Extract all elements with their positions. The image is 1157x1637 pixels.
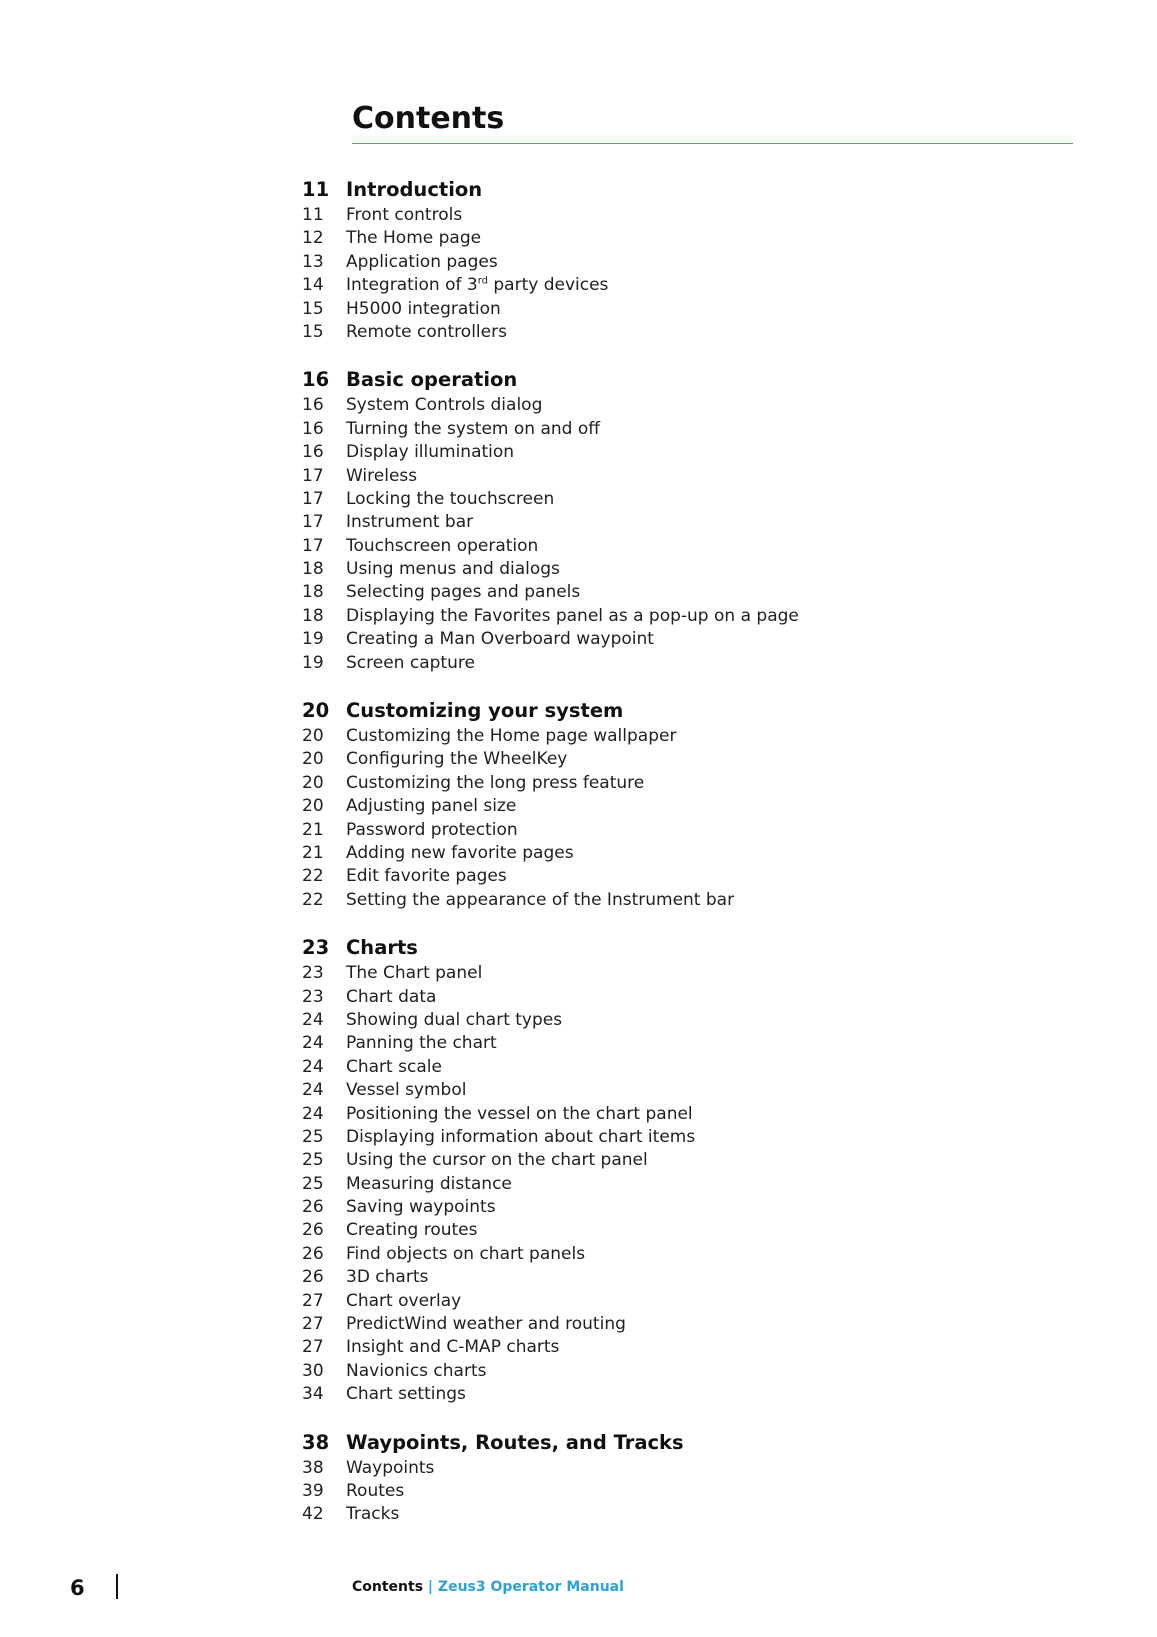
toc-entry[interactable]	[302, 1126, 1102, 1149]
toc-entry-text: Application pages	[346, 251, 498, 272]
toc-entry-page: 17	[302, 535, 324, 556]
toc-entry-title	[346, 1126, 695, 1149]
toc-entry-text: Tracks	[346, 1504, 400, 1525]
toc-entry-text: Turning the system on and off	[346, 418, 600, 439]
toc-entry-page: 16	[302, 442, 324, 463]
toc-entry-text: Displaying information about chart items	[346, 1126, 696, 1147]
toc-section-heading[interactable]	[302, 1429, 1102, 1457]
toc-section	[302, 176, 1102, 344]
toc-entry-title	[346, 558, 560, 581]
toc-entry-page: 14	[302, 275, 324, 296]
toc-entry[interactable]	[302, 204, 1102, 227]
toc-heading-page: 20	[302, 699, 330, 723]
toc-entry-text: Waypoints	[346, 1457, 435, 1478]
toc-entry-title	[346, 1103, 693, 1126]
toc-entry-text: Configuring the WheelKey	[346, 749, 568, 770]
toc-entry-text: Panning the chart	[346, 1033, 497, 1054]
toc-entry-page: 18	[302, 559, 324, 580]
toc-entry-title	[346, 1079, 466, 1102]
toc-entry-title	[346, 1313, 626, 1336]
toc-entry[interactable]	[302, 889, 1102, 912]
toc-entry-title	[346, 628, 654, 651]
toc-entry[interactable]	[302, 1149, 1102, 1172]
toc-entry-text: Touchscreen operation	[346, 535, 539, 556]
toc-entry-page: 15	[302, 321, 324, 342]
toc-entry-page: 20	[302, 726, 324, 747]
toc-entry-text: System Controls dialog	[346, 395, 543, 416]
toc-heading-page: 38	[302, 1430, 330, 1454]
toc-entry[interactable]	[302, 274, 1102, 297]
toc-entry-page: 26	[302, 1220, 324, 1241]
toc-entry[interactable]	[302, 1103, 1102, 1126]
toc-entry[interactable]	[302, 488, 1102, 511]
toc-entry-page: 23	[302, 963, 324, 984]
page-number-divider	[116, 1574, 118, 1599]
toc-entry-text: Adjusting panel size	[346, 796, 517, 817]
toc-entry-page: 24	[302, 1009, 324, 1030]
toc-entry-text: Displaying the Favorites panel as a pop-up on a page	[346, 605, 799, 626]
toc-heading-page: 23	[302, 936, 330, 960]
toc-entry[interactable]	[302, 1313, 1102, 1336]
page-number: 6	[70, 1576, 85, 1600]
toc-entry[interactable]	[302, 725, 1102, 748]
toc-entry-title	[346, 418, 600, 441]
toc-entry[interactable]	[302, 298, 1102, 321]
toc-section	[302, 366, 1102, 675]
toc-entry[interactable]	[302, 1032, 1102, 1055]
toc-entry-title	[346, 1383, 466, 1406]
running-footer	[352, 1579, 624, 1595]
toc-entry[interactable]	[302, 1219, 1102, 1242]
toc-entry[interactable]	[302, 581, 1102, 604]
toc-entry[interactable]	[302, 772, 1102, 795]
toc-entry[interactable]	[302, 1503, 1102, 1526]
toc-entry-page: 21	[302, 842, 324, 863]
toc-entry-page: 15	[302, 298, 324, 319]
toc-heading-page: 16	[302, 368, 330, 392]
toc-entry-page: 18	[302, 582, 324, 603]
toc-entry[interactable]	[302, 418, 1102, 441]
toc-entry-page: 25	[302, 1126, 324, 1147]
toc-entry-text: Navionics charts	[346, 1360, 487, 1381]
toc-entry-superscript: rd	[477, 275, 488, 287]
toc-entry[interactable]	[302, 321, 1102, 344]
toc-entry-title	[346, 535, 538, 558]
toc-entry-text: 3D charts	[346, 1267, 429, 1288]
toc-section	[302, 697, 1102, 912]
toc-entry-title	[346, 274, 608, 297]
toc-entry-page: 19	[302, 652, 324, 673]
toc-entry-page: 18	[302, 605, 324, 626]
toc-entry-page: 16	[302, 418, 324, 439]
toc-entry-page: 20	[302, 749, 324, 770]
toc-entry-text: Screen capture	[346, 652, 475, 673]
toc-entry-title	[346, 321, 507, 344]
title-rule	[352, 143, 1073, 144]
toc-heading-title: Charts	[346, 936, 418, 960]
toc-section-heading[interactable]	[302, 697, 1102, 725]
toc-entry-page: 12	[302, 228, 324, 249]
toc-entry-text: Remote controllers	[346, 321, 507, 342]
toc-entry-title	[346, 748, 567, 771]
toc-entry[interactable]	[302, 1336, 1102, 1359]
toc-entry-title	[346, 1480, 404, 1503]
page-title: Contents	[352, 101, 505, 136]
toc-entry-page: 13	[302, 251, 324, 272]
toc-entry-title	[346, 962, 482, 985]
toc-entry-page: 26	[302, 1243, 324, 1264]
toc-entry-page: 20	[302, 772, 324, 793]
toc-entry-page: 30	[302, 1360, 324, 1381]
toc-entry-text: Measuring distance	[346, 1173, 512, 1194]
toc-entry-title	[346, 772, 644, 795]
footer-manual-title: Zeus3 Operator Manual	[437, 1579, 624, 1595]
toc-entry-text: Adding new favorite pages	[346, 842, 574, 863]
toc-section	[302, 1429, 1102, 1527]
toc-entry-page: 19	[302, 629, 324, 650]
toc-entry-page: 22	[302, 889, 324, 910]
toc-entry-title	[346, 1173, 512, 1196]
toc-entry-title	[346, 1503, 399, 1526]
toc-entry-page: 17	[302, 465, 324, 486]
toc-entry-title	[346, 204, 462, 227]
toc-entry[interactable]	[302, 819, 1102, 842]
toc-section	[302, 934, 1102, 1406]
toc-entry-page: 27	[302, 1290, 324, 1311]
footer-section: Contents	[352, 1579, 424, 1595]
toc-entry-title	[346, 465, 417, 488]
toc-entry[interactable]	[302, 1056, 1102, 1079]
toc-entry-page: 24	[302, 1080, 324, 1101]
toc-entry-title	[346, 298, 501, 321]
toc-entry-suffix: party devices	[487, 275, 609, 296]
toc-entry[interactable]	[302, 1196, 1102, 1219]
toc-entry[interactable]	[302, 628, 1102, 651]
toc-entry-title	[346, 511, 473, 534]
toc-entry-text: The Home page	[346, 228, 482, 249]
toc-entry-text: Setting the appearance of the Instrument bar	[346, 889, 735, 910]
toc-entry-text: Saving waypoints	[346, 1197, 496, 1218]
toc-entry[interactable]	[302, 251, 1102, 274]
toc-entry[interactable]	[302, 962, 1102, 985]
toc-entry[interactable]	[302, 1173, 1102, 1196]
toc-entry[interactable]	[302, 558, 1102, 581]
toc-entry-text: Vessel symbol	[346, 1080, 467, 1101]
toc-heading-page: 11	[302, 178, 330, 201]
toc-entry-page: 25	[302, 1173, 324, 1194]
toc-section-heading[interactable]	[302, 176, 1102, 204]
toc-entry[interactable]	[302, 842, 1102, 865]
toc-entry-text: Integration of 3	[346, 275, 478, 296]
toc-entry-page: 17	[302, 488, 324, 509]
toc-entry-page: 38	[302, 1457, 324, 1478]
toc-entry-text: Display illumination	[346, 442, 515, 463]
toc-entry-page: 39	[302, 1480, 324, 1501]
toc-entry-page: 24	[302, 1103, 324, 1124]
toc-entry-text: The Chart panel	[346, 963, 483, 984]
toc-entry-text: Chart scale	[346, 1056, 442, 1077]
toc-entry[interactable]	[302, 986, 1102, 1009]
toc-entry-title	[346, 652, 475, 675]
toc-heading-title: Basic operation	[346, 368, 518, 392]
toc-entry-title	[346, 1266, 428, 1289]
toc-entry-page: 27	[302, 1314, 324, 1335]
toc-entry[interactable]	[302, 748, 1102, 771]
toc-entry-page: 24	[302, 1056, 324, 1077]
toc-heading-title: Customizing your system	[346, 699, 624, 723]
toc-entry-text: Selecting pages and panels	[346, 582, 581, 603]
toc-entry-title	[346, 842, 574, 865]
toc-entry[interactable]	[302, 795, 1102, 818]
toc-entry-text: Locking the touchscreen	[346, 488, 555, 509]
toc-entry-title	[346, 1290, 461, 1313]
toc-entry[interactable]	[302, 1290, 1102, 1313]
toc-entry-text: Using the cursor on the chart panel	[346, 1150, 648, 1171]
toc-entry-text: Edit favorite pages	[346, 866, 507, 887]
toc-entry-title	[346, 1149, 648, 1172]
toc-entry-title	[346, 1336, 559, 1359]
toc-entry-page: 20	[302, 796, 324, 817]
toc-entry-title	[346, 889, 734, 912]
toc-entry[interactable]	[302, 441, 1102, 464]
toc-entry-title	[346, 986, 436, 1009]
toc-entry[interactable]	[302, 511, 1102, 534]
toc-entry[interactable]	[302, 1457, 1102, 1480]
toc-entry-page: 26	[302, 1197, 324, 1218]
toc-entry-title	[346, 605, 799, 628]
toc-entry[interactable]	[302, 535, 1102, 558]
toc-entry[interactable]	[302, 652, 1102, 675]
toc-entry-text: Front controls	[346, 205, 463, 225]
toc-entry-title	[346, 1219, 478, 1242]
toc-entry-title	[346, 1196, 496, 1219]
toc-entry[interactable]	[302, 394, 1102, 417]
toc-entry[interactable]	[302, 1009, 1102, 1032]
toc-entry-page: 24	[302, 1033, 324, 1054]
toc-entry-text: Showing dual chart types	[346, 1009, 563, 1030]
toc-section-heading[interactable]	[302, 934, 1102, 962]
toc-entry-title	[346, 581, 580, 604]
toc-entry[interactable]	[302, 865, 1102, 888]
toc-entry-text: Chart settings	[346, 1384, 466, 1405]
toc-entry[interactable]	[302, 465, 1102, 488]
toc-entry-text: H5000 integration	[346, 298, 501, 319]
toc-entry[interactable]	[302, 227, 1102, 250]
toc-entry-title	[346, 1243, 585, 1266]
toc-entry-page: 11	[302, 205, 324, 225]
toc-entry-page: 21	[302, 819, 324, 840]
toc-entry-page: 27	[302, 1337, 324, 1358]
toc-entry-text: Customizing the Home page wallpaper	[346, 726, 677, 747]
toc-entry-title	[346, 865, 507, 888]
toc-entry-title	[346, 1056, 442, 1079]
toc-entry-page: 17	[302, 512, 324, 533]
toc-section-heading[interactable]	[302, 366, 1102, 394]
toc-entry-text: Positioning the vessel on the chart panel	[346, 1103, 693, 1124]
footer-separator: |	[427, 1579, 434, 1595]
toc-entry-text: Password protection	[346, 819, 518, 840]
toc-entry-page: 23	[302, 986, 324, 1007]
toc-entry-text: Customizing the long press feature	[346, 772, 645, 793]
toc-entry[interactable]	[302, 1383, 1102, 1406]
toc-entry[interactable]	[302, 1480, 1102, 1503]
toc-entry-text: Insight and C-MAP charts	[346, 1337, 560, 1358]
toc-entry-page: 42	[302, 1504, 324, 1525]
toc-entry-text: Routes	[346, 1480, 405, 1501]
toc-entry-title	[346, 488, 554, 511]
table-of-contents	[302, 176, 1102, 1549]
toc-entry-text: PredictWind weather and routing	[346, 1314, 626, 1335]
toc-entry-title	[346, 725, 676, 748]
toc-entry-text: Wireless	[346, 465, 418, 486]
toc-entry-page: 34	[302, 1384, 324, 1405]
toc-entry-page: 25	[302, 1150, 324, 1171]
toc-entry-title	[346, 819, 518, 842]
toc-heading-title: Introduction	[346, 178, 483, 201]
toc-entry-title	[346, 251, 498, 274]
toc-entry-text: Creating a Man Overboard waypoint	[346, 629, 654, 650]
toc-entry-title	[346, 795, 516, 818]
toc-entry-title	[346, 1457, 434, 1480]
toc-entry-title	[346, 1360, 486, 1383]
toc-entry-page: 26	[302, 1267, 324, 1288]
toc-heading-title: Waypoints, Routes, and Tracks	[346, 1430, 684, 1454]
toc-entry-title	[346, 1032, 497, 1055]
toc-entry-page: 22	[302, 866, 324, 887]
toc-entry-page: 16	[302, 395, 324, 416]
toc-entry-text: Chart data	[346, 986, 437, 1007]
toc-entry-title	[346, 394, 542, 417]
toc-entry[interactable]	[302, 1243, 1102, 1266]
toc-entry-text: Find objects on chart panels	[346, 1243, 586, 1264]
toc-entry-text: Chart overlay	[346, 1290, 462, 1311]
toc-entry-title	[346, 441, 514, 464]
toc-entry-text: Creating routes	[346, 1220, 478, 1241]
toc-entry[interactable]	[302, 1360, 1102, 1383]
toc-entry[interactable]	[302, 1266, 1102, 1289]
toc-entry[interactable]	[302, 1079, 1102, 1102]
toc-entry-title	[346, 1009, 562, 1032]
toc-entry[interactable]	[302, 605, 1102, 628]
toc-entry-text: Using menus and dialogs	[346, 559, 560, 580]
toc-entry-title	[346, 227, 481, 250]
toc-entry-text: Instrument bar	[346, 512, 474, 533]
